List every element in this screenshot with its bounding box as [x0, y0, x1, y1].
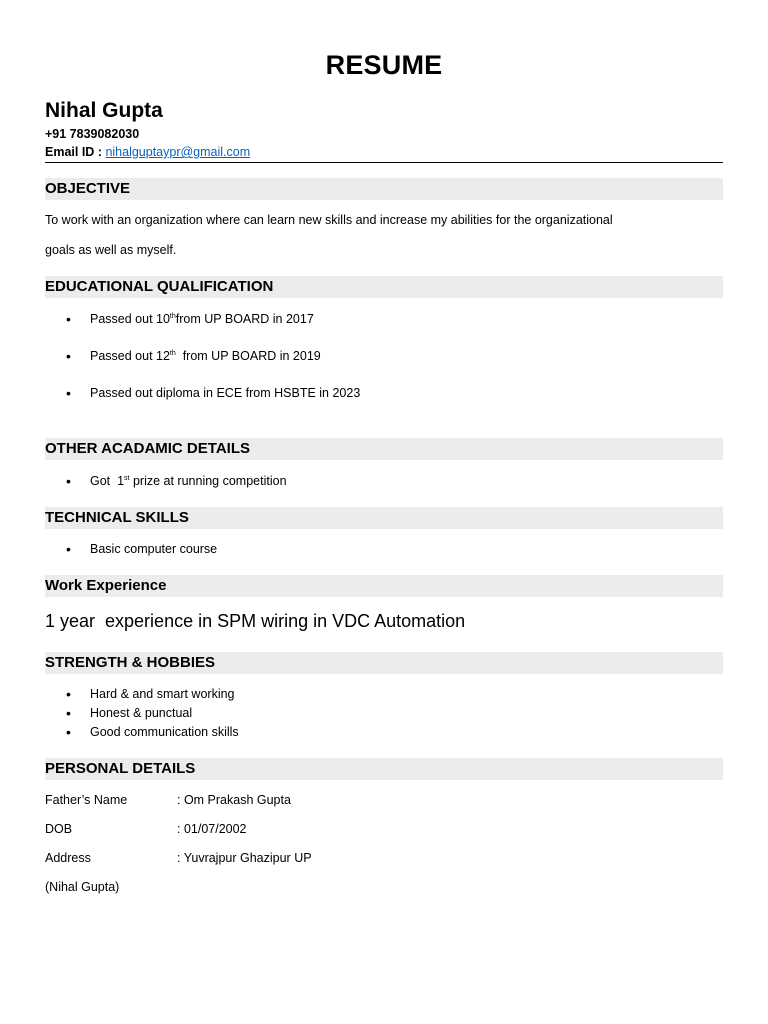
bullet-icon: •: [66, 348, 71, 364]
section-work-heading: Work Experience: [45, 575, 723, 597]
section-education-heading: EDUCATIONAL QUALIFICATION: [45, 276, 723, 298]
strength-item-text: Honest & punctual: [90, 706, 193, 720]
signature-name: (Nihal Gupta): [45, 880, 120, 894]
strength-item-text: Good communication skills: [90, 725, 239, 739]
personal-label-address: Address: [45, 851, 91, 865]
education-item-text: Passed out 12th from UP BOARD in 2019: [90, 349, 321, 363]
section-objective-heading: OBJECTIVE: [45, 178, 723, 200]
section-technical-heading: TECHNICAL SKILLS: [45, 507, 723, 529]
bullet-icon: •: [66, 686, 71, 702]
other-academic-item-text: Got 1st prize at running competition: [90, 474, 287, 488]
section-other-academic-heading: OTHER ACADAMIC DETAILS: [45, 438, 723, 460]
bullet-icon: •: [66, 311, 71, 327]
phone-number: +91 7839082030: [45, 127, 140, 141]
section-personal-heading: PERSONAL DETAILS: [45, 758, 723, 780]
email-label: Email ID :: [45, 145, 106, 159]
bullet-icon: •: [66, 385, 71, 401]
bullet-icon: •: [66, 541, 71, 557]
bullet-icon: •: [66, 473, 71, 489]
resume-title: RESUME: [325, 50, 443, 80]
bullet-icon: •: [66, 705, 71, 721]
email-link[interactable]: nihalguptaypr@gmail.com: [105, 145, 251, 159]
work-experience-text: 1 year experience in SPM wiring in VDC Automation: [45, 611, 466, 631]
objective-text-line-1: To work with an organization where can learn new skills and increase my abilities for the organizational: [45, 213, 613, 227]
objective-text-line-2: goals as well as myself.: [45, 243, 177, 257]
personal-value-address: : Yuvrajpur Ghazipur UP: [177, 851, 312, 865]
technical-item-text: Basic computer course: [90, 542, 218, 556]
candidate-name: Nihal Gupta: [45, 99, 163, 122]
personal-value-dob: : 01/07/2002: [177, 822, 247, 836]
strength-item-text: Hard & and smart working: [90, 687, 235, 701]
education-item-text: Passed out 10thfrom UP BOARD in 2017: [90, 312, 314, 326]
section-strength-heading: STRENGTH & HOBBIES: [45, 652, 723, 674]
email-line: [45, 145, 250, 159]
personal-label-dob: DOB: [45, 822, 73, 836]
education-item-text: Passed out diploma in ECE from HSBTE in 2023: [90, 386, 361, 400]
personal-value-father: : Om Prakash Gupta: [177, 793, 291, 807]
header-divider: [45, 162, 723, 163]
personal-label-father: Father’s Name: [45, 793, 128, 807]
bullet-icon: •: [66, 724, 71, 740]
